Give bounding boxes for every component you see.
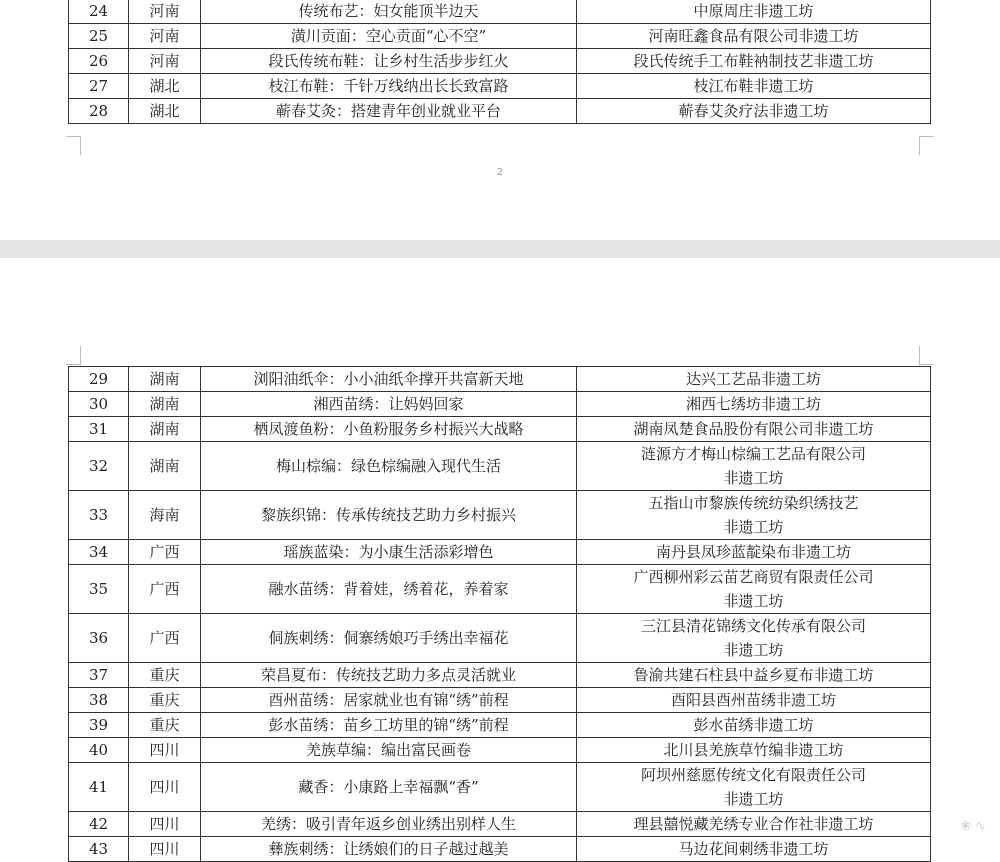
workshop-cell bbox=[577, 837, 931, 862]
workshop-cell bbox=[577, 367, 931, 392]
workshop-line: 涟源方才梅山棕编工艺品有限公司 bbox=[640, 445, 866, 463]
workshop-line: 鲁渝共建石柱县中益乡夏布非遗工坊 bbox=[633, 666, 874, 684]
workshop-line: 五指山市黎族传统纺染织绣技艺 bbox=[648, 494, 859, 512]
project-cell: 瑶族蓝染：为小康生活添彩增色 bbox=[201, 540, 577, 565]
workshop-line: 湘西七绣坊非遗工坊 bbox=[685, 395, 821, 413]
row-number: 34 bbox=[69, 540, 129, 565]
row-number: 31 bbox=[69, 417, 129, 442]
watermark-icon: ❀ ∿ bbox=[960, 819, 986, 834]
row-number: 38 bbox=[69, 688, 129, 713]
project-cell: 侗族刺绣：侗寨绣娘巧手绣出幸福花 bbox=[201, 614, 577, 663]
workshop-cell bbox=[577, 688, 931, 713]
workshop-cell bbox=[577, 614, 931, 663]
table-row bbox=[69, 367, 931, 392]
table-row bbox=[69, 0, 931, 24]
table-row bbox=[69, 688, 931, 713]
workshop-line: 三江县清花锦绣文化传承有限公司 bbox=[640, 617, 866, 635]
table-row bbox=[69, 763, 931, 812]
row-number: 40 bbox=[69, 738, 129, 763]
project-cell: 彭水苗绣：苗乡工坊里的锦“绣”前程 bbox=[201, 713, 577, 738]
row-number: 28 bbox=[69, 99, 129, 124]
table-body bbox=[69, 367, 931, 862]
row-number: 26 bbox=[69, 49, 129, 74]
row-number: 27 bbox=[69, 74, 129, 99]
workshop-line: 南丹县凤珍蓝靛染布非遗工坊 bbox=[655, 543, 851, 561]
workshop-cell bbox=[577, 663, 931, 688]
province-cell: 河南 bbox=[129, 24, 201, 49]
margin-mark bbox=[66, 346, 81, 365]
workshop-line: 河南旺鑫食品有限公司非遗工坊 bbox=[648, 27, 859, 45]
row-number: 37 bbox=[69, 663, 129, 688]
table-row bbox=[69, 738, 931, 763]
workshop-cell bbox=[577, 99, 931, 124]
project-cell: 酉州苗绣：居家就业也有锦“绣”前程 bbox=[201, 688, 577, 713]
table-row bbox=[69, 417, 931, 442]
workshop-cell bbox=[577, 442, 931, 491]
province-cell: 四川 bbox=[129, 837, 201, 862]
workshop-line: 广西柳州彩云苗艺商贸有限责任公司 bbox=[633, 568, 874, 586]
row-number: 36 bbox=[69, 614, 129, 663]
workshop-line: 非遗工坊 bbox=[723, 592, 784, 610]
province-cell: 四川 bbox=[129, 812, 201, 837]
workshop-cell bbox=[577, 417, 931, 442]
workshop-line: 蕲春艾灸疗法非遗工坊 bbox=[678, 102, 829, 120]
province-cell: 广西 bbox=[129, 540, 201, 565]
table-row bbox=[69, 837, 931, 862]
table-row bbox=[69, 540, 931, 565]
row-number: 33 bbox=[69, 491, 129, 540]
province-cell: 湖南 bbox=[129, 392, 201, 417]
province-cell: 湖南 bbox=[129, 442, 201, 491]
workshop-line: 理县囍悦藏羌绣专业合作社非遗工坊 bbox=[633, 815, 874, 833]
project-cell: 融水苗绣：背着娃，绣着花，养着家 bbox=[201, 565, 577, 614]
workshop-cell bbox=[577, 0, 931, 24]
row-number: 24 bbox=[69, 0, 129, 24]
province-cell: 海南 bbox=[129, 491, 201, 540]
row-number: 42 bbox=[69, 812, 129, 837]
province-cell: 广西 bbox=[129, 565, 201, 614]
workshop-cell bbox=[577, 540, 931, 565]
workshop-line: 非遗工坊 bbox=[723, 641, 784, 659]
page-gap bbox=[0, 240, 1000, 258]
table-page-1 bbox=[68, 0, 931, 124]
workshop-line: 达兴工艺品非遗工坊 bbox=[685, 370, 821, 388]
province-cell: 湖北 bbox=[129, 74, 201, 99]
project-cell: 栖凤渡鱼粉：小鱼粉服务乡村振兴大战略 bbox=[201, 417, 577, 442]
row-number: 29 bbox=[69, 367, 129, 392]
project-cell: 梅山棕编：绿色棕编融入现代生活 bbox=[201, 442, 577, 491]
project-cell: 潢川贡面：空心贡面“心不空” bbox=[201, 24, 577, 49]
document-page-1 bbox=[0, 0, 1000, 240]
margin-mark bbox=[66, 136, 81, 155]
table-row bbox=[69, 713, 931, 738]
workshop-line: 非遗工坊 bbox=[723, 469, 784, 487]
project-cell: 羌族草编：编出富民画卷 bbox=[201, 738, 577, 763]
project-cell: 浏阳油纸伞：小小油纸伞撑开共富新天地 bbox=[201, 367, 577, 392]
table-row bbox=[69, 565, 931, 614]
workshop-cell bbox=[577, 74, 931, 99]
workshop-line: 段氏传统手工布鞋衲制技艺非遗工坊 bbox=[633, 52, 874, 70]
workshop-cell bbox=[577, 491, 931, 540]
project-cell: 传统布艺：妇女能顶半边天 bbox=[201, 0, 577, 24]
table-row bbox=[69, 49, 931, 74]
province-cell: 湖南 bbox=[129, 367, 201, 392]
project-cell: 藏香：小康路上幸福飘“香” bbox=[201, 763, 577, 812]
province-cell: 重庆 bbox=[129, 663, 201, 688]
workshop-line: 非遗工坊 bbox=[723, 518, 784, 536]
table-row bbox=[69, 491, 931, 540]
workshop-line: 马边花间刺绣非遗工坊 bbox=[678, 840, 829, 858]
row-number: 43 bbox=[69, 837, 129, 862]
province-cell: 河南 bbox=[129, 49, 201, 74]
workshop-cell bbox=[577, 713, 931, 738]
table-row bbox=[69, 663, 931, 688]
row-number: 30 bbox=[69, 392, 129, 417]
workshop-cell bbox=[577, 738, 931, 763]
province-cell: 河南 bbox=[129, 0, 201, 24]
row-number: 32 bbox=[69, 442, 129, 491]
table-row bbox=[69, 74, 931, 99]
workshop-cell bbox=[577, 24, 931, 49]
row-number: 35 bbox=[69, 565, 129, 614]
project-cell: 黎族织锦：传承传统技艺助力乡村振兴 bbox=[201, 491, 577, 540]
table-page-2 bbox=[68, 366, 931, 862]
workshop-line: 彭水苗绣非遗工坊 bbox=[693, 716, 814, 734]
row-number: 39 bbox=[69, 713, 129, 738]
workshop-line: 湖南凤楚食品股份有限公司非遗工坊 bbox=[633, 420, 874, 438]
project-cell: 段氏传统布鞋：让乡村生活步步红火 bbox=[201, 49, 577, 74]
workshop-line: 中原周庄非遗工坊 bbox=[693, 2, 814, 20]
document-page-2 bbox=[0, 258, 1000, 862]
project-cell: 蕲春艾灸：搭建青年创业就业平台 bbox=[201, 99, 577, 124]
province-cell: 湖南 bbox=[129, 417, 201, 442]
workshop-line: 阿坝州慈愿传统文化有限责任公司 bbox=[640, 766, 866, 784]
table-body bbox=[69, 0, 931, 124]
workshop-line: 酉阳县酉州苗绣非遗工坊 bbox=[670, 691, 836, 709]
province-cell: 四川 bbox=[129, 763, 201, 812]
table-row bbox=[69, 614, 931, 663]
row-number: 25 bbox=[69, 24, 129, 49]
project-cell: 枝江布鞋：千针万线纳出长长致富路 bbox=[201, 74, 577, 99]
workshop-line: 非遗工坊 bbox=[723, 790, 784, 808]
page-number: 2 bbox=[497, 168, 503, 178]
province-cell: 重庆 bbox=[129, 713, 201, 738]
table-row bbox=[69, 99, 931, 124]
project-cell: 彝族刺绣：让绣娘们的日子越过越美 bbox=[201, 837, 577, 862]
table-row bbox=[69, 392, 931, 417]
workshop-cell bbox=[577, 49, 931, 74]
workshop-cell bbox=[577, 565, 931, 614]
workshop-cell bbox=[577, 812, 931, 837]
province-cell: 广西 bbox=[129, 614, 201, 663]
workshop-line: 枝江布鞋非遗工坊 bbox=[693, 77, 814, 95]
margin-mark bbox=[919, 346, 934, 365]
province-cell: 湖北 bbox=[129, 99, 201, 124]
table-row bbox=[69, 812, 931, 837]
workshop-cell bbox=[577, 392, 931, 417]
table-row bbox=[69, 442, 931, 491]
province-cell: 四川 bbox=[129, 738, 201, 763]
row-number: 41 bbox=[69, 763, 129, 812]
project-cell: 羌绣：吸引青年返乡创业绣出别样人生 bbox=[201, 812, 577, 837]
margin-mark bbox=[919, 136, 934, 155]
workshop-line: 北川县羌族草竹编非遗工坊 bbox=[663, 741, 844, 759]
project-cell: 荣昌夏布：传统技艺助力多点灵活就业 bbox=[201, 663, 577, 688]
workshop-cell bbox=[577, 763, 931, 812]
project-cell: 湘西苗绣：让妈妈回家 bbox=[201, 392, 577, 417]
table-row bbox=[69, 24, 931, 49]
province-cell: 重庆 bbox=[129, 688, 201, 713]
